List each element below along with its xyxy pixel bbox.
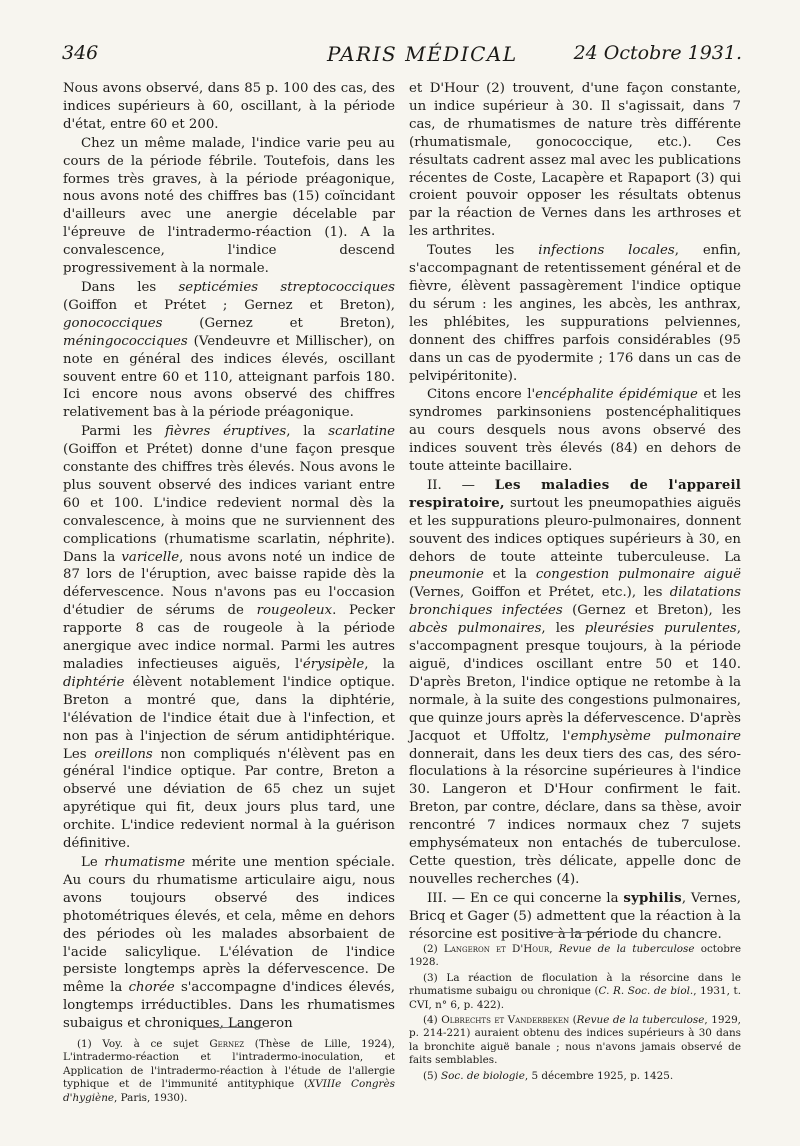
section-paragraph: II. — Les maladies de l'appareil respiratoire, surtout les pneumopathies aiguës et les suppurations pleuro-pulmonaires, donnent souvent des indices optiques supérieurs à 30, en dehors de toute atteinte tuberculeuse. La pneumonie et la congestion pulmonaire aiguë (Vernes, Goiffon et Prétet, etc.), les dilatations bronchiques infectées (Gernez et Breton), les abcès pulmonaires, les pleurésies purulentes, s'accompagnent presque toujours, à la période aiguë, d'indices oscillant entre 50 et 140. D'après Breton, l'indice optique ne retombe à la normale, à la suite des congestions pulmonaires, que quinze jours après la défervescence. D'après Jacquot et Uffoltz, l'emphysème pulmonaire donnerait, dans les deux tiers des cas, des séro-floculations à la résorcine supérieures à l'indice 30. Langeron et D'Hour confirment le fait. Breton, par contre, déclare, dans sa thèse, avoir rencontré 7 indices normaux chez 7 sujets emphysémateux non entachés de tuberculose. Cette question, très délicate, appelle donc de nouvelles recherches (4). xyxy=(409,477,742,887)
paragraph: Toutes les infections locales, enfin, s'accompagnant de retentissement général et de fièvre, élèvent passagèrement l'indice optique du sérum : les angines, les abcès, les anthrax, les phlébites, les suppurations pelviennes, donnent des chiffres parfois considérables (95 dans un cas de pyodermite ; 176 dans un cas de pelvipéritonite). xyxy=(409,243,741,384)
footnote: (3) La réaction de floculation à la résorcine dans le rhumatisme subaigu ou chronique (C. R. Soc. de biol., 1931, t. CVI, n° 6, p. 422). xyxy=(409,971,742,1011)
page-header xyxy=(62,42,742,72)
footnote: (2) Langeron et D'Hour, Revue de la tuberculose octobre 1928. xyxy=(409,943,742,969)
footnotes-right xyxy=(409,932,741,1085)
issue-date: 24 Octobre 1931. xyxy=(573,42,742,64)
paragraph: Nous avons observé, dans 85 p. 100 des cas, des indices supérieurs à 60, oscillant, à la période d'état, entre 60 et 200. xyxy=(63,81,395,132)
page-number: 346 xyxy=(62,42,99,64)
footnote-divider xyxy=(539,932,609,933)
paragraph: Dans les septicémies streptococciques (Goiffon et Prétet ; Gernez et Breton), gonococciques (Gernez et Breton), méningococciques (Vendeuvre et Millischer), on note en général des indices élevés, oscillant souvent entre 60 et 110, atteignant parfois 180. Ici encore nous avons observé des chiffres relativement bas à la période préagonique. xyxy=(63,279,395,421)
paragraph: Le rhumatisme mérite une mention spéciale. Au cours du rhumatisme articulaire aigu, nous avons toujours observé des indices photométriques élevés, et cela, même en dehors des périodes où les malades absorbaient de l'acide salicylique. L'élévation de l'indice persiste longtemps après la défervescence. De même la chorée s'accompagne d'indices élevés, longtemps irréductibles. Dans les rhumatismes subaigus et chroniques, Langeron xyxy=(63,854,395,1032)
paragraph: Citons encore l'encéphalite épidémique et les syndromes parkinsoniens postencéphalitiques au cours desquels nous avons observé des indices souvent très élevés (84) en dehors de toute atteinte bacillaire. xyxy=(409,387,741,475)
section-paragraph: III. — En ce qui concerne la syphilis, Vernes, Bricq et Gager (5) admettent que la réaction à la résorcine est positive à la période du chancre. xyxy=(409,890,741,942)
footnote: (1) Voy. à ce sujet Gernez (Thèse de Lille, 1924), L'intradermo-réaction et l'intradermo-inoculation, et Application de l'intradermo-réaction à l'étude de l'allergie typhique et de l'immunité antityphique (XVIIIe Congrès d'hygiène, Paris, 1930). xyxy=(63,1038,395,1104)
footnote: (5) Soc. de biologie, 5 décembre 1925, p. 1425. xyxy=(423,1069,674,1082)
paragraph: Chez un même malade, l'indice varie peu au cours de la période fébrile. Toutefois, dans les formes très graves, à la période préagonique, nous avons noté des chiffres bas (15) coïncidant d'ailleurs avec une anergie décelable par l'épreuve de l'intradermo-réaction (1). A la convalescence, l'indice descend progressivement à la normale. xyxy=(63,135,395,277)
right-column xyxy=(409,80,741,944)
footnote: (4) Olbrechts et Vanderbeken (Revue de la tuberculose, 1929, p. 214-221) auraient obtenu des indices supérieurs à 30 dans la bronchite aiguë banale ; nous n'avons jamais observé de faits semblables. xyxy=(409,1014,741,1067)
footnotes-left xyxy=(63,1027,395,1107)
paragraph: Parmi les fièvres éruptives, la scarlatine (Goiffon et Prétet) donne d'une façon presque constante des chiffres très élevés. Nous avons le plus souvent observé des indices variant entre 60 et 100. L'indice redevient normal dès la convalescence, à moins que ne surviennent des complications (rhumatisme scarlatin, néphrite). Dans la varicelle, nous avons noté un indice de 87 lors de l'éruption, avec baisse rapide dès la défervescence. Nous n'avons pas eu l'occasion d'étudier de sérums de rougeoleux. Pecker rapporte 8 cas de rougeole à la période anergique avec indice normal. Parmi les autres maladies infectieuses aiguës, l'érysipèle, la diphtérie élèvent notablement l'indice optique. Breton a montré que, dans la diphtérie, l'élévation de l'indice était due à l'infection, et non pas à l'injection de sérum antidiphtérique. Les oreillons non compliqués n'élèvent pas en général l'indice optique. Par contre, Breton a observé une déviation de 65 chez un sujet apyrétique qui fit, deux jours plus tard, une orchite. L'indice redevient normal à la guérison définitive. xyxy=(63,424,395,852)
paragraph: et D'Hour (2) trouvent, d'une façon constante, un indice supérieur à 30. Il s'agissait, dans 7 cas, de rhumatismes de nature très différente (rhumatismale, gonococcique, etc.). Ces résultats cadrent assez mal avec les publications récentes de Coste, Lacapère et Rapaport (3) qui croient pouvoir opposer les résultats obtenus par la réaction de Vernes dans les arthroses et les arthrites. xyxy=(409,81,741,240)
footnote-divider xyxy=(193,1027,263,1028)
journal-title: PARIS MÉDICAL xyxy=(327,42,518,66)
left-column xyxy=(63,80,395,1033)
section-title: syphilis xyxy=(623,890,682,906)
section-title: Les maladies de l'appareil respiratoire, xyxy=(409,477,741,511)
